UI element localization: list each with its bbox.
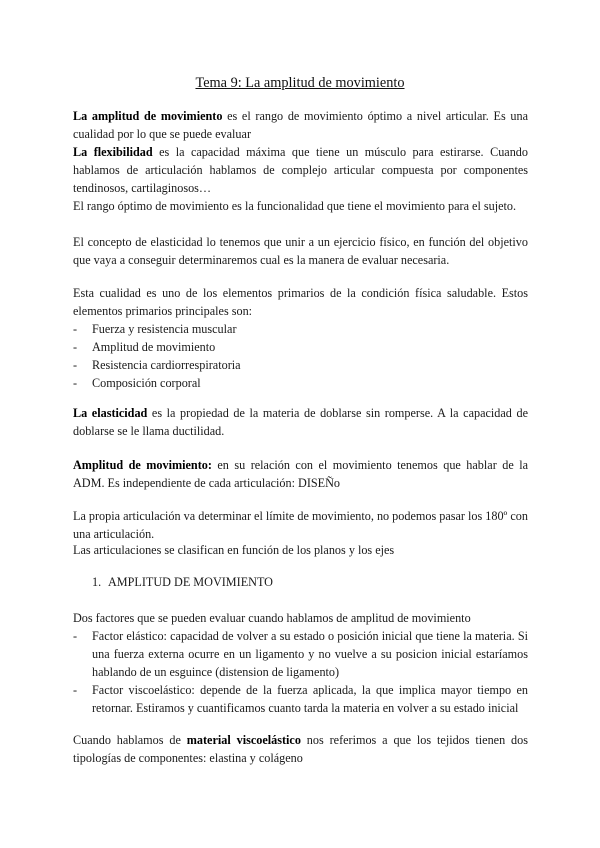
paragraph-text: nos referimos a que los tejidos tienen dos tipologías de componentes: elastina y colágeno [73, 733, 528, 765]
term-flexibilidad: La flexibilidad [73, 145, 153, 159]
paragraph-text: Cuando hablamos de [73, 733, 187, 747]
term-material-viscoelastico: material viscoelástico [186, 733, 301, 747]
paragraph-elasticidad-concepto: El concepto de elasticidad lo tenemos que unir a un ejercicio físico, en función del objetivo que vaya a conseguir determinaremos cual es la manera de evaluar necesaria. [73, 235, 528, 267]
paragraph-articulaciones: Las articulaciones se clasifican en función de los planos y los ejes [73, 543, 395, 557]
term-elasticidad: La elasticidad [73, 406, 148, 420]
paragraph-flexibilidad [73, 143, 528, 197]
page-title: Tema 9: La amplitud de movimiento [195, 75, 405, 91]
list-item: - Composición corporal [73, 374, 528, 392]
list-item: - Factor elástico: capacidad de volver a su estado o posición inicial que tiene la materia. Si una fuerza externa ocurre en un ligamento y no vuelve a su posicion inicial estaríamos hablando de un esguince (distension de ligamento) [73, 627, 528, 681]
paragraph-text: es la capacidad máxima que tiene un músculo para estirarse. Cuando hablamos de articulación hablamos de complejo articular compuesta por componentes tendinosos, cartilaginosos… [73, 145, 528, 195]
list-item: - Factor viscoelástico: depende de la fuerza aplicada, la que implica mayor tiempo en retornar. Estiramos y cuantificamos cuanto tarda la materia en volver a su estado inicial [73, 681, 528, 717]
paragraph-text: es el rango de movimiento óptimo a nivel articular. Es una cualidad por lo que se puede evaluar [73, 109, 528, 141]
paragraph-limite: La propia articulación va determinar el límite de movimiento, no podemos pasar los 180º con una articulación. [73, 509, 528, 541]
paragraph-rango-optimo: El rango óptimo de movimiento es la funcionalidad que tiene el movimiento para el sujeto. [73, 199, 517, 213]
paragraph-dos-factores: Dos factores que se pueden evaluar cuando hablamos de amplitud de movimiento [73, 611, 471, 625]
paragraph-cualidad: Esta cualidad es uno de los elementos primarios de la condición física saludable. Estos elementos primarios principales son: [73, 286, 528, 318]
section-heading [92, 573, 273, 591]
paragraph-viscoelastico [73, 731, 528, 767]
term-amplitud: La amplitud de movimiento [73, 109, 223, 123]
paragraph-adm [73, 456, 528, 492]
section-number: 1. [92, 575, 102, 589]
paragraph-amplitud-definition [73, 107, 528, 143]
term-amplitud-movimiento: Amplitud de movimiento: [73, 458, 212, 472]
elements-list [73, 320, 528, 392]
list-item: - Resistencia cardiorrespiratoria [73, 356, 528, 374]
factors-list [73, 627, 528, 717]
paragraph-elasticidad [73, 404, 528, 440]
paragraph-text: en su relación con el movimiento tenemos que hablar de la ADM. Es independiente de cada articulación: DISEÑo [73, 458, 528, 490]
paragraph-text: es la propiedad de la materia de doblarse sin romperse. A la capacidad de doblarse se le llama ductilidad. [73, 406, 528, 438]
list-item: - Amplitud de movimiento [73, 338, 528, 356]
list-item: - Fuerza y resistencia muscular [73, 320, 528, 338]
section-title: AMPLITUD DE MOVIMIENTO [108, 575, 273, 589]
